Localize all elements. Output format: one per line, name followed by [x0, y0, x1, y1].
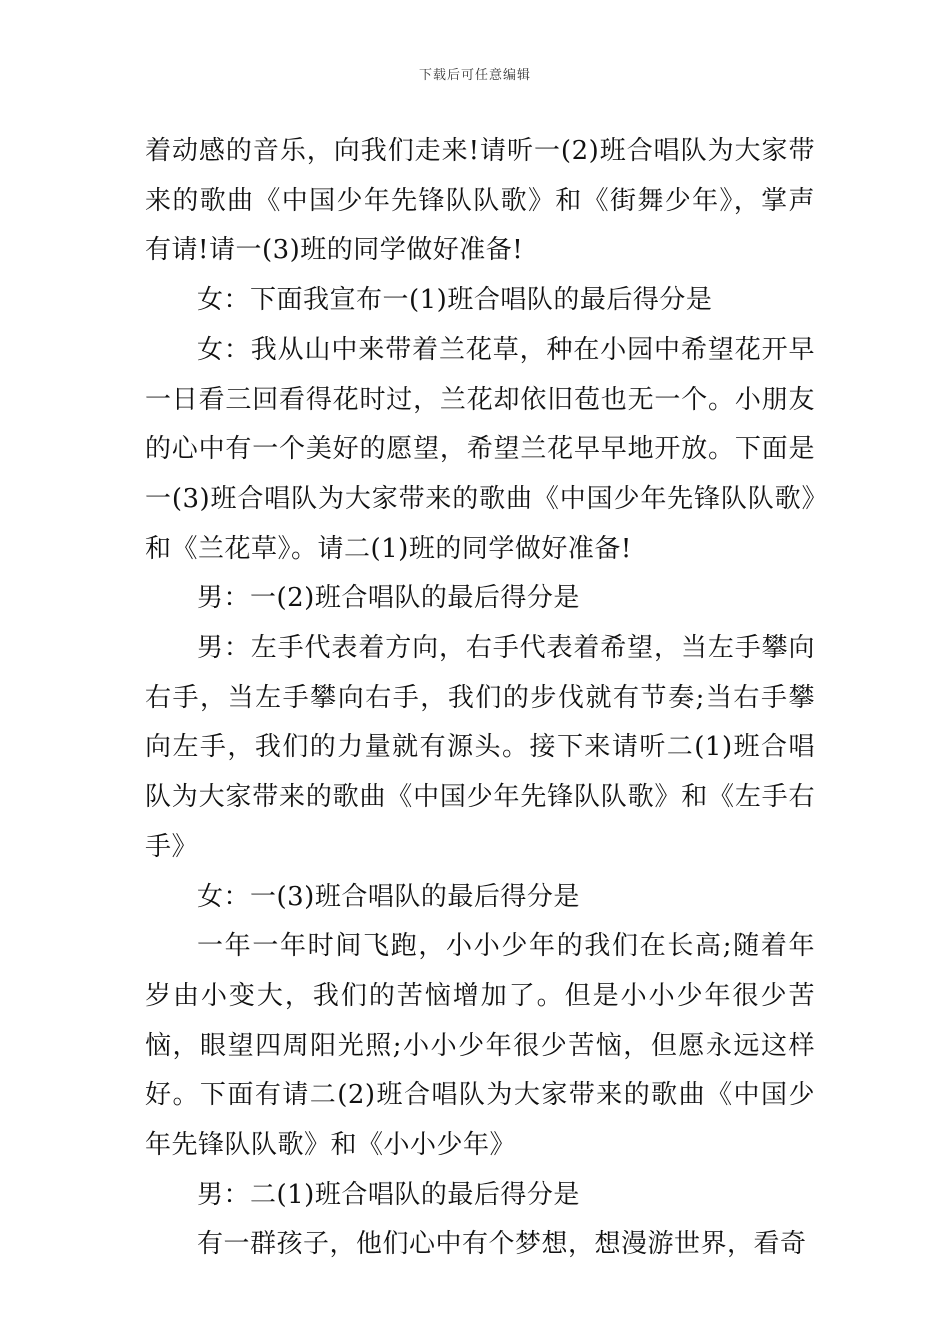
paragraph: 女：下面我宣布一(1)班合唱队的最后得分是 — [197, 285, 713, 316]
paragraph: 有一群孩子，他们心中有个梦想，想漫游世界，看奇 — [197, 1229, 807, 1260]
paragraph: 男：左手代表着方向，右手代表着希望，当左手攀向右手，当左手攀向右手，我们的步伐就有节奏;当右手攀向左手，我们的力量就有源头。接下来请听二(1)班合唱队为大家带来的歌曲《中国少年先锋队队歌》和《左手右手》 — [145, 633, 815, 862]
paragraph: 一年一年时间飞跑，小小少年的我们在长高;随着年岁由小变大，我们的苦恼增加了。但是小小少年很少苦恼，眼望四周阳光照;小小少年很少苦恼，但愿永远这样好。下面有请二(2)班合唱队为大家带来的歌曲《中国少年先锋队队歌》和《小小少年》 — [145, 931, 815, 1161]
paragraph: 男：二(1)班合唱队的最后得分是 — [197, 1179, 580, 1210]
document-body — [145, 127, 815, 1270]
paragraph: 女：一(3)班合唱队的最后得分是 — [197, 881, 580, 912]
paragraph-continuation: 着动感的音乐，向我们走来!请听一(2)班合唱队为大家带来的歌曲《中国少年先锋队队歌》和《街舞少年》，掌声有请!请一(3)班的同学做好准备! — [145, 136, 815, 266]
paragraph: 女：我从山中来带着兰花草，种在小园中希望花开早一日看三回看得花时过，兰花却依旧苞也无一个。小朋友的心中有一个美好的愿望，希望兰花早早地开放。下面是一(3)班合唱队为大家带来的歌曲《中国少年先锋队队歌》和《兰花草》。请二(1)班的同学做好准备! — [145, 334, 815, 564]
page-header: 下载后可任意编辑 — [418, 68, 531, 83]
paragraph: 男：一(2)班合唱队的最后得分是 — [197, 583, 580, 614]
